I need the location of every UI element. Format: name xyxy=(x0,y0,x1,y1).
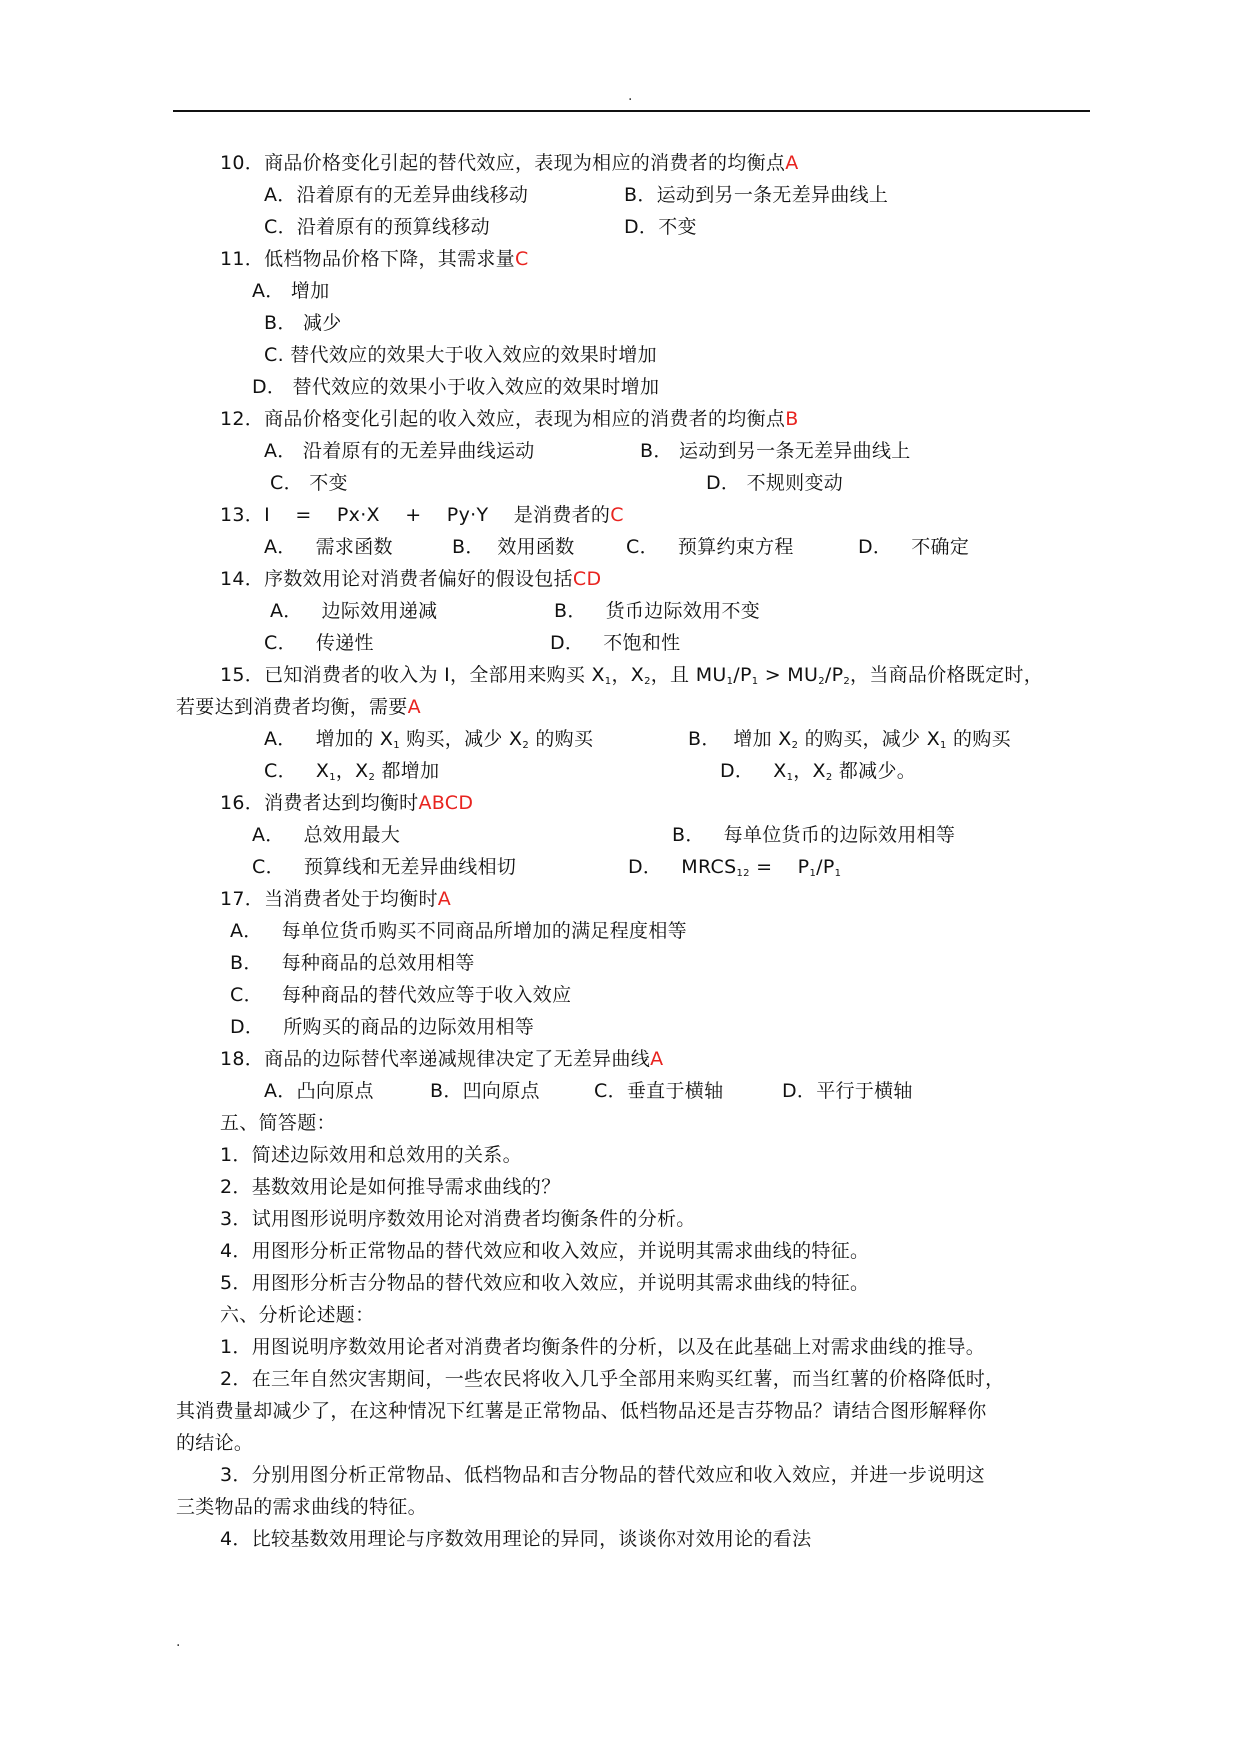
option-c xyxy=(264,758,439,784)
option-d: D．平行于横轴 xyxy=(782,1080,913,1102)
option-text: 都减少。 xyxy=(832,760,917,782)
subscript: 1 xyxy=(726,676,734,687)
option-c: C． 预算线和无差异曲线相切 xyxy=(252,856,517,878)
answer-key: A xyxy=(650,1048,664,1070)
option-text: 的购买，减少 X xyxy=(798,728,941,750)
subscript: 2 xyxy=(825,772,833,783)
option-b: B． 每种商品的总效用相等 xyxy=(230,952,475,974)
option-a: A． 总效用最大 xyxy=(252,824,401,846)
question-15-continuation xyxy=(176,694,421,720)
option-a: A． 需求函数 xyxy=(264,536,393,558)
essay-item: 1．用图说明序数效用论者对消费者均衡条件的分析，以及在此基础上对需求曲线的推导。 xyxy=(220,1336,986,1358)
option-text: B． 增加 X xyxy=(688,728,792,750)
short-answer-item: 2．基数效用论是如何推导需求曲线的？ xyxy=(220,1176,561,1198)
option-a: A． 每单位货币购买不同商品所增加的满足程度相等 xyxy=(230,920,687,942)
question-10 xyxy=(220,150,799,176)
question-13 xyxy=(220,502,624,528)
option-text: 都增加 xyxy=(375,760,440,782)
option-d: D． 不饱和性 xyxy=(550,632,681,654)
option-d: D． 所购买的商品的边际效用相等 xyxy=(230,1016,535,1038)
option-b: B． 减少 xyxy=(264,312,342,334)
subscript: 2 xyxy=(791,740,799,751)
option-a: A． 增加 xyxy=(252,280,330,302)
option-a xyxy=(264,726,593,752)
subscript: 1 xyxy=(786,772,794,783)
question-stem: 18．商品的边际替代率递减规律决定了无差异曲线 xyxy=(220,1048,651,1070)
option-text: ，X xyxy=(335,760,369,782)
option-a: A．凸向原点 xyxy=(264,1080,374,1102)
question-stem: 14．序数效用论对消费者偏好的假设包括 xyxy=(220,568,573,590)
question-stem: 若要达到消费者均衡，需要 xyxy=(176,696,408,718)
question-stem: 11．低档物品价格下降，其需求量 xyxy=(220,248,515,270)
option-text: 的购买 xyxy=(946,728,1011,750)
option-d xyxy=(720,758,916,784)
subscript: 12 xyxy=(736,868,750,879)
section-6-title: 六、分析论述题： xyxy=(220,1304,375,1326)
question-18 xyxy=(220,1046,663,1072)
option-text: /P xyxy=(816,856,835,878)
option-text: ，X xyxy=(793,760,826,782)
header-dot: . xyxy=(628,88,633,104)
option-b: B． 货币边际效用不变 xyxy=(554,600,761,622)
subscript: 1 xyxy=(940,740,947,751)
answer-key: CD xyxy=(572,568,602,590)
question-11 xyxy=(220,246,529,272)
question-stem: 12．商品价格变化引起的收入效应，表现为相应的消费者的均衡点 xyxy=(220,408,786,430)
option-d: D． 替代效应的效果小于收入效应的效果时增加 xyxy=(252,376,660,398)
option-c: C. 替代效应的效果大于收入效应的效果时增加 xyxy=(264,344,657,366)
option-text: 的购买 xyxy=(529,728,594,750)
question-14 xyxy=(220,566,601,592)
subscript: 1 xyxy=(809,868,817,879)
option-text: D． MRCS xyxy=(628,856,737,878)
option-b: B． 每单位货币的边际效用相等 xyxy=(672,824,956,846)
short-answer-item: 4．用图形分析正常物品的替代效应和收入效应，并说明其需求曲线的特征。 xyxy=(220,1240,870,1262)
short-answer-item: 1．简述边际效用和总效用的关系。 xyxy=(220,1144,522,1166)
option-c: C． 预算约束方程 xyxy=(626,536,794,558)
option-a: A． 边际效用递减 xyxy=(270,600,438,622)
subscript: 1 xyxy=(393,740,400,751)
essay-item-continuation: 其消费量却减少了，在这种情况下红薯是正常物品、低档物品还是吉芬物品？请结合图形解释你 xyxy=(176,1400,987,1422)
option-c: C． 不变 xyxy=(270,472,348,494)
option-c: C． 每种商品的替代效应等于收入效应 xyxy=(230,984,572,1006)
option-b: B． 效用函数 xyxy=(452,536,575,558)
option-b: B． 运动到另一条无差异曲线上 xyxy=(640,440,911,462)
option-b xyxy=(688,726,1011,752)
question-stem: 13．I = Px·X + Py·Y 是消费者的 xyxy=(220,504,611,526)
subscript: 2 xyxy=(818,676,825,687)
essay-item-continuation: 三类物品的需求曲线的特征。 xyxy=(176,1496,427,1518)
subscript: 1 xyxy=(751,676,759,687)
question-stem-part: /P xyxy=(824,664,844,686)
subscript: 2 xyxy=(368,772,376,783)
subscript: 2 xyxy=(522,740,530,751)
question-stem-part: ，且 MU xyxy=(650,664,727,686)
answer-key: B xyxy=(785,408,799,430)
answer-key: C xyxy=(514,248,529,270)
short-answer-item: 5．用图形分析吉分物品的替代效应和收入效应，并说明其需求曲线的特征。 xyxy=(220,1272,870,1294)
option-d: D． 不规则变动 xyxy=(706,472,844,494)
question-stem-part: 15．已知消费者的收入为 I，全部用来购买 X xyxy=(220,664,605,686)
section-5-title: 五、简答题： xyxy=(220,1112,336,1134)
option-text: D． X xyxy=(720,760,787,782)
option-a: A． 沿着原有的无差异曲线运动 xyxy=(264,440,535,462)
option-c: C．垂直于横轴 xyxy=(594,1080,724,1102)
question-16 xyxy=(220,790,473,816)
subscript: 2 xyxy=(644,676,651,687)
question-stem: 16．消费者达到均衡时 xyxy=(220,792,419,814)
footer-dot: . xyxy=(176,1634,181,1650)
answer-key: C xyxy=(610,504,624,526)
answer-key: ABCD xyxy=(418,792,474,814)
short-answer-item: 3．试用图形说明序数效用论对消费者均衡条件的分析。 xyxy=(220,1208,696,1230)
question-stem-part: ，X xyxy=(611,664,645,686)
answer-key: A xyxy=(437,888,452,910)
subscript: 1 xyxy=(834,868,842,879)
question-stem: 17．当消费者处于均衡时 xyxy=(220,888,438,910)
option-b: B．运动到另一条无差异曲线上 xyxy=(624,184,889,206)
answer-key: A xyxy=(785,152,799,174)
question-17 xyxy=(220,886,451,912)
subscript: 1 xyxy=(604,676,612,687)
essay-item: 3．分别用图分析正常物品、低档物品和吉分物品的替代效应和收入效应，并进一步说明这 xyxy=(220,1464,986,1486)
question-15 xyxy=(220,662,1043,688)
question-12 xyxy=(220,406,799,432)
option-d: D． 不确定 xyxy=(858,536,970,558)
essay-item: 4．比较基数效用理论与序数效用理论的异同，谈谈你对效用论的看法 xyxy=(220,1528,812,1550)
option-b: B．凹向原点 xyxy=(430,1080,540,1102)
option-d xyxy=(628,854,841,880)
essay-item-continuation: 的结论。 xyxy=(176,1432,254,1454)
option-text: A． 增加的 X xyxy=(264,728,394,750)
option-d: D．不变 xyxy=(624,216,697,238)
option-a: A．沿着原有的无差异曲线移动 xyxy=(264,184,529,206)
option-text: = P xyxy=(749,856,810,878)
subscript: 2 xyxy=(843,676,851,687)
option-c: C． 传递性 xyxy=(264,632,374,654)
answer-key: A xyxy=(407,696,421,718)
question-stem-part: /P xyxy=(733,664,752,686)
subscript: 1 xyxy=(329,772,336,783)
option-text: C． X xyxy=(264,760,330,782)
question-stem-part: > MU xyxy=(758,664,819,686)
option-text: 购买，减少 X xyxy=(399,728,523,750)
question-stem-part: ，当商品价格既定时， xyxy=(850,664,1044,686)
question-stem: 10．商品价格变化引起的替代效应，表现为相应的消费者的均衡点 xyxy=(220,152,786,174)
option-c: C．沿着原有的预算线移动 xyxy=(264,216,490,238)
essay-item: 2．在三年自然灾害期间，一些农民将收入几乎全部用来购买红薯，而当红薯的价格降低时， xyxy=(220,1368,1005,1390)
